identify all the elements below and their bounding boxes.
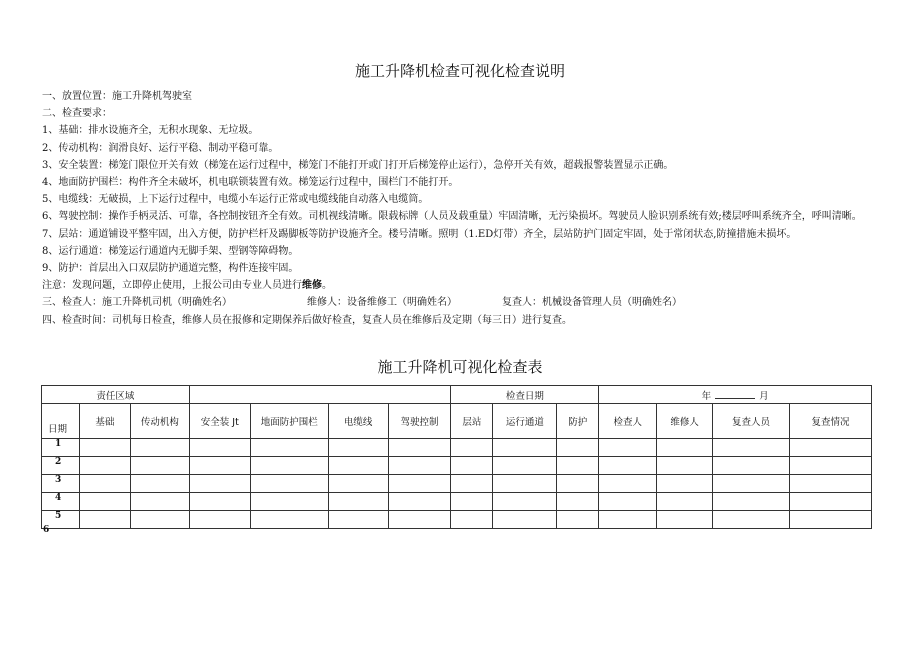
table-header-row	[42, 386, 872, 404]
cell[interactable]	[451, 511, 493, 529]
cell[interactable]	[713, 457, 790, 475]
cell[interactable]	[130, 457, 189, 475]
row-number: 4	[42, 493, 80, 511]
cell[interactable]	[451, 475, 493, 493]
column-header: 维修人	[657, 404, 713, 439]
year-month[interactable]	[599, 386, 872, 404]
cell[interactable]	[250, 493, 328, 511]
column-header: 检查人	[599, 404, 657, 439]
instruction-line: 4、地面防护围栏：构件齐全未破坏，机电联锁装置有效。梯笼运行过程中，围栏门不能打开。	[42, 177, 459, 189]
cell[interactable]	[493, 439, 557, 457]
cell[interactable]	[657, 439, 713, 457]
cell[interactable]	[388, 511, 451, 529]
note-bold: 维修	[302, 280, 322, 292]
table-row	[42, 475, 872, 493]
instruction-line: 8、运行通道：梯笼运行通道内无脚手架、型钢等障碍物。	[42, 245, 299, 257]
cell[interactable]	[789, 511, 871, 529]
cell[interactable]	[328, 475, 388, 493]
cell[interactable]	[713, 493, 790, 511]
cell[interactable]	[328, 457, 388, 475]
column-header: 复查情况	[789, 404, 871, 439]
cell[interactable]	[328, 511, 388, 529]
inspectors-line	[42, 294, 882, 311]
cell[interactable]	[789, 493, 871, 511]
cell[interactable]	[557, 475, 599, 493]
cell[interactable]	[189, 511, 250, 529]
table-row	[42, 493, 872, 511]
column-header-row	[42, 404, 872, 439]
time-line: 四、检查时间：司机每日检查，维修人员在报修和定期保养后做好检查，复查人员在维修后及定期（每三日）进行复查。	[42, 314, 572, 326]
cell[interactable]	[130, 475, 189, 493]
trailing-row-number: 6	[43, 525, 50, 535]
cell[interactable]	[130, 439, 189, 457]
day-label: 日期	[48, 424, 68, 435]
instruction-line: 3、安全装置：梯笼门限位开关有效（梯笼在运行过程中，梯笼门不能打开或门打开后梯笼停止运行），急停开关有效，超载报警装置显示正确。	[42, 159, 674, 171]
cell[interactable]	[451, 457, 493, 475]
column-header: 复查人员	[713, 404, 790, 439]
cell[interactable]	[557, 439, 599, 457]
table-title: 施工升降机可视化检查表	[377, 358, 543, 376]
cell[interactable]	[189, 457, 250, 475]
cell[interactable]	[599, 511, 657, 529]
cell[interactable]	[557, 457, 599, 475]
cell[interactable]	[657, 475, 713, 493]
note-prefix: 注意：发现问题，立即停止使用，上报公司由专业人员进行	[42, 280, 302, 292]
date-label: 检查日期	[451, 386, 599, 404]
row-number: 3	[42, 475, 80, 493]
cell[interactable]	[130, 493, 189, 511]
cell[interactable]	[79, 493, 130, 511]
cell[interactable]	[189, 475, 250, 493]
day-header	[42, 404, 80, 439]
cell[interactable]	[713, 439, 790, 457]
inspection-table	[41, 385, 872, 529]
zone-label: 责任区域	[42, 386, 190, 404]
note-suffix: 。	[322, 280, 332, 292]
cell[interactable]	[493, 457, 557, 475]
cell[interactable]	[250, 439, 328, 457]
cell[interactable]	[557, 493, 599, 511]
column-header: 电缆线	[328, 404, 388, 439]
cell[interactable]	[599, 439, 657, 457]
cell[interactable]	[250, 511, 328, 529]
cell[interactable]	[493, 511, 557, 529]
cell[interactable]	[130, 511, 189, 529]
row-number: 1	[42, 439, 80, 457]
cell[interactable]	[599, 493, 657, 511]
cell[interactable]	[789, 457, 871, 475]
cell[interactable]	[599, 475, 657, 493]
cell[interactable]	[493, 493, 557, 511]
cell[interactable]	[189, 439, 250, 457]
cell[interactable]	[599, 457, 657, 475]
instruction-line: 7、层站：通道铺设平整牢固，出入方便，防护栏杆及踢脚板等防护设施齐全。楼号清晰。照明（1.ED灯带）齐全，层站防护门固定牢固，处于常闭状态,防撞措施未损坏。	[42, 228, 797, 240]
table-row	[42, 457, 872, 475]
cell[interactable]	[328, 493, 388, 511]
cell[interactable]	[79, 457, 130, 475]
instruction-line: 1、基础：排水设施齐全，无积水现象、无垃圾。	[42, 125, 259, 137]
cell[interactable]	[388, 493, 451, 511]
repairer-label: 维修人：设备维修工（明确姓名）	[307, 297, 457, 309]
table-row	[42, 511, 872, 529]
row-number: 5	[42, 511, 80, 529]
year-label: 年	[701, 390, 712, 402]
instruction-line: 9、防护：首层出入口双层防护通道完整，构件连接牢固。	[42, 263, 299, 275]
cell[interactable]	[388, 457, 451, 475]
column-header: 层站	[451, 404, 493, 439]
instruction-line: 一、放置位置：施工升降机驾驶室	[42, 91, 192, 102]
table-row	[42, 439, 872, 457]
cell[interactable]	[713, 475, 790, 493]
cell[interactable]	[388, 439, 451, 457]
cell[interactable]	[250, 457, 328, 475]
month-blank	[715, 389, 755, 399]
cell[interactable]	[451, 439, 493, 457]
instructions	[42, 88, 882, 329]
cell[interactable]	[657, 493, 713, 511]
month-label: 月	[759, 390, 769, 402]
column-header: 基础	[79, 404, 130, 439]
cell[interactable]	[493, 475, 557, 493]
inspector-label: 三、检查人：施工升降机司机（明确姓名）	[42, 297, 232, 309]
column-header: 地面防护围栏	[250, 404, 328, 439]
zone-value[interactable]	[189, 386, 451, 404]
column-header: 传动机构	[130, 404, 189, 439]
cell[interactable]	[789, 439, 871, 457]
page-title: 施工升降机检查可视化检查说明	[354, 62, 565, 80]
cell[interactable]	[79, 475, 130, 493]
instruction-line: 2、传动机构：润滑良好、运行平稳、制动平稳可靠。	[42, 142, 279, 154]
column-header: 安全装 Jt	[189, 404, 250, 439]
cell[interactable]	[657, 457, 713, 475]
cell[interactable]	[79, 439, 130, 457]
cell[interactable]	[388, 475, 451, 493]
column-header: 驾驶控制	[388, 404, 451, 439]
cell[interactable]	[657, 511, 713, 529]
reviewer-label: 复查人：机械设备管理人员（明确姓名）	[502, 297, 682, 309]
cell[interactable]	[789, 475, 871, 493]
instruction-line: 5、电缆线：无破损，上下运行过程中，电缆小车运行正常或电缆线能自动落入电缆筒。	[42, 194, 429, 206]
instruction-line: 二、检查要求：	[42, 108, 112, 120]
cell[interactable]	[79, 511, 130, 529]
cell[interactable]	[557, 511, 599, 529]
cell[interactable]	[713, 511, 790, 529]
column-header: 防护	[557, 404, 599, 439]
cell[interactable]	[451, 493, 493, 511]
cell[interactable]	[328, 439, 388, 457]
row-number: 2	[42, 457, 80, 475]
note-line	[42, 277, 882, 294]
column-header: 运行通道	[493, 404, 557, 439]
instruction-line: 6、驾驶控制：操作手柄灵活、可靠，各控制按钮齐全有效。司机视线清晰。限载标牌（人员及载重量）牢固清晰，无污染损坏。驾驶员人脸识别系统有效;楼层呼叫系统齐全，呼叫清晰。	[42, 211, 862, 223]
cell[interactable]	[189, 493, 250, 511]
cell[interactable]	[250, 475, 328, 493]
